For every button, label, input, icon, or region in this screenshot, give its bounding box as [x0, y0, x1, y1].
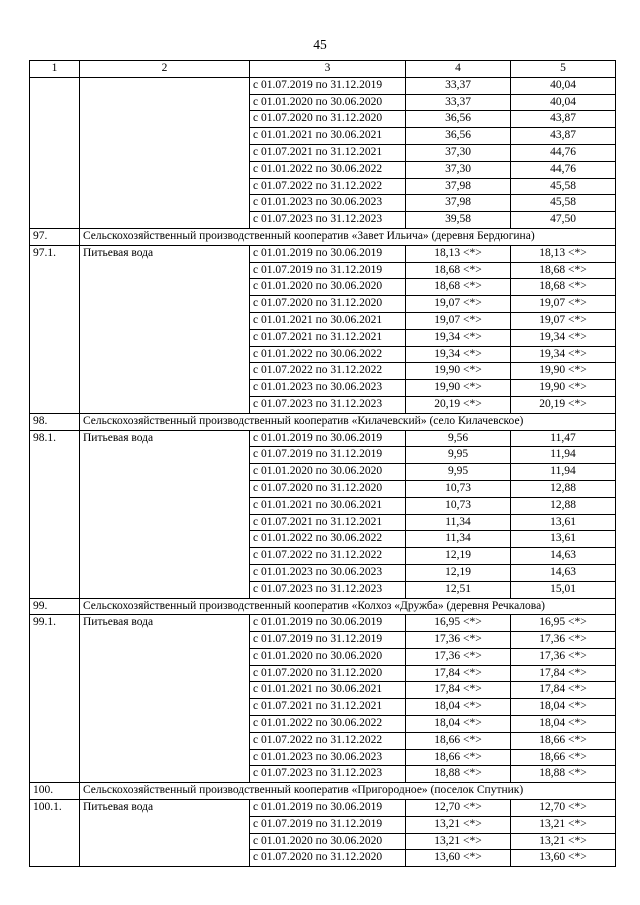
item-number	[30, 749, 80, 766]
table-row	[30, 833, 616, 850]
tariff-cell-col5: 20,19 <*>	[511, 396, 616, 413]
item-label	[80, 480, 250, 497]
organization-number: 98.	[30, 413, 80, 430]
tariff-cell-col4: 17,36 <*>	[406, 648, 511, 665]
item-number	[30, 732, 80, 749]
period-cell: с 01.01.2020 по 30.06.2020	[250, 94, 406, 111]
period-cell: с 01.07.2019 по 31.12.2019	[250, 816, 406, 833]
tariff-cell-col4: 39,58	[406, 212, 511, 229]
table-row	[30, 430, 616, 447]
item-label: Питьевая вода	[80, 615, 250, 632]
period-cell: с 01.07.2020 по 31.12.2020	[250, 850, 406, 867]
item-number	[30, 548, 80, 565]
tariff-cell-col4: 9,95	[406, 447, 511, 464]
table-row	[30, 262, 616, 279]
tariff-cell-col5: 19,34 <*>	[511, 346, 616, 363]
organization-name: Сельскохозяйственный производственный кооператив «Килачевский» (село Килачевское)	[80, 413, 616, 430]
organization-row	[30, 783, 616, 800]
tariff-cell-col4: 11,34	[406, 531, 511, 548]
tariff-cell-col4: 17,36 <*>	[406, 632, 511, 649]
tariff-cell-col5: 19,07 <*>	[511, 296, 616, 313]
tariff-cell-col4: 37,98	[406, 178, 511, 195]
table-row	[30, 346, 616, 363]
tariff-cell-col4: 17,84 <*>	[406, 682, 511, 699]
item-label	[80, 850, 250, 867]
period-cell: с 01.01.2021 по 30.06.2021	[250, 312, 406, 329]
tariff-cell-col5: 18,04 <*>	[511, 699, 616, 716]
item-label	[80, 212, 250, 229]
item-number	[30, 581, 80, 598]
tariff-cell-col4: 19,07 <*>	[406, 296, 511, 313]
tariff-cell-col4: 18,66 <*>	[406, 732, 511, 749]
item-label	[80, 296, 250, 313]
tariff-cell-col4: 19,34 <*>	[406, 346, 511, 363]
tariff-cell-col5: 18,13 <*>	[511, 245, 616, 262]
tariff-cell-col5: 19,90 <*>	[511, 380, 616, 397]
item-label	[80, 279, 250, 296]
table-row	[30, 77, 616, 94]
organization-row	[30, 228, 616, 245]
period-cell: с 01.07.2021 по 31.12.2021	[250, 699, 406, 716]
organization-name: Сельскохозяйственный производственный кооператив «Пригородное» (поселок Спутник)	[80, 783, 616, 800]
item-label	[80, 312, 250, 329]
organization-number: 99.	[30, 598, 80, 615]
item-label: Питьевая вода	[80, 430, 250, 447]
table-row	[30, 732, 616, 749]
column-header: 2	[80, 61, 250, 78]
item-number: 98.1.	[30, 430, 80, 447]
item-label	[80, 380, 250, 397]
tariff-cell-col5: 17,36 <*>	[511, 632, 616, 649]
tariff-cell-col5: 18,66 <*>	[511, 749, 616, 766]
item-number	[30, 77, 80, 94]
item-label	[80, 464, 250, 481]
item-label	[80, 329, 250, 346]
item-label	[80, 77, 250, 94]
tariff-cell-col5: 45,58	[511, 195, 616, 212]
period-cell: с 01.01.2023 по 30.06.2023	[250, 749, 406, 766]
tariff-cell-col4: 18,68 <*>	[406, 262, 511, 279]
item-number	[30, 766, 80, 783]
tariff-cell-col5: 19,34 <*>	[511, 329, 616, 346]
item-number	[30, 850, 80, 867]
item-number	[30, 111, 80, 128]
tariff-cell-col5: 18,68 <*>	[511, 262, 616, 279]
tariff-cell-col4: 18,04 <*>	[406, 699, 511, 716]
tariff-cell-col5: 12,88	[511, 497, 616, 514]
tariff-cell-col4: 12,19	[406, 548, 511, 565]
item-label	[80, 262, 250, 279]
table-row	[30, 480, 616, 497]
period-cell: с 01.01.2020 по 30.06.2020	[250, 648, 406, 665]
tariff-cell-col5: 13,21 <*>	[511, 833, 616, 850]
organization-name: Сельскохозяйственный производственный кооператив «Завет Ильича» (деревня Бердюгина)	[80, 228, 616, 245]
tariff-cell-col5: 18,88 <*>	[511, 766, 616, 783]
item-number	[30, 514, 80, 531]
period-cell: с 01.01.2019 по 30.06.2019	[250, 800, 406, 817]
table-row	[30, 548, 616, 565]
period-cell: с 01.01.2019 по 30.06.2019	[250, 615, 406, 632]
item-label	[80, 531, 250, 548]
item-label	[80, 699, 250, 716]
item-label	[80, 632, 250, 649]
item-number	[30, 144, 80, 161]
table-row	[30, 665, 616, 682]
tariff-cell-col5: 18,68 <*>	[511, 279, 616, 296]
period-cell: с 01.01.2019 по 30.06.2019	[250, 245, 406, 262]
period-cell: с 01.01.2019 по 30.06.2019	[250, 430, 406, 447]
tariff-cell-col4: 37,98	[406, 195, 511, 212]
item-label	[80, 816, 250, 833]
item-number	[30, 531, 80, 548]
item-label	[80, 161, 250, 178]
table-row	[30, 766, 616, 783]
item-number	[30, 833, 80, 850]
table-row	[30, 632, 616, 649]
tariff-cell-col5: 44,76	[511, 144, 616, 161]
table-row	[30, 816, 616, 833]
period-cell: с 01.07.2020 по 31.12.2020	[250, 480, 406, 497]
tariff-cell-col5: 12,88	[511, 480, 616, 497]
item-number	[30, 363, 80, 380]
tariff-cell-col4: 18,04 <*>	[406, 716, 511, 733]
tariff-cell-col5: 11,47	[511, 430, 616, 447]
item-number	[30, 665, 80, 682]
table-row	[30, 312, 616, 329]
tariff-cell-col5: 14,63	[511, 564, 616, 581]
item-number	[30, 464, 80, 481]
table-row	[30, 195, 616, 212]
period-cell: с 01.01.2020 по 30.06.2020	[250, 279, 406, 296]
tariff-cell-col4: 11,34	[406, 514, 511, 531]
item-number	[30, 195, 80, 212]
tariff-cell-col5: 40,04	[511, 77, 616, 94]
tariff-table	[29, 60, 616, 867]
tariff-cell-col4: 18,13 <*>	[406, 245, 511, 262]
table-row	[30, 800, 616, 817]
item-number	[30, 279, 80, 296]
period-cell: с 01.07.2020 по 31.12.2020	[250, 296, 406, 313]
period-cell: с 01.07.2023 по 31.12.2023	[250, 766, 406, 783]
tariff-cell-col5: 13,61	[511, 514, 616, 531]
item-number	[30, 447, 80, 464]
item-number	[30, 212, 80, 229]
period-cell: с 01.01.2023 по 30.06.2023	[250, 380, 406, 397]
period-cell: с 01.01.2022 по 30.06.2022	[250, 161, 406, 178]
period-cell: с 01.07.2021 по 31.12.2021	[250, 329, 406, 346]
item-number	[30, 178, 80, 195]
organization-row	[30, 598, 616, 615]
period-cell: с 01.07.2022 по 31.12.2022	[250, 178, 406, 195]
item-label	[80, 447, 250, 464]
tariff-cell-col4: 33,37	[406, 94, 511, 111]
item-number	[30, 312, 80, 329]
tariff-cell-col4: 10,73	[406, 497, 511, 514]
table-row	[30, 296, 616, 313]
item-label	[80, 346, 250, 363]
period-cell: с 01.07.2019 по 31.12.2019	[250, 632, 406, 649]
tariff-cell-col4: 12,19	[406, 564, 511, 581]
item-label	[80, 363, 250, 380]
table-row	[30, 447, 616, 464]
tariff-cell-col4: 13,21 <*>	[406, 833, 511, 850]
tariff-cell-col5: 15,01	[511, 581, 616, 598]
item-number	[30, 329, 80, 346]
item-label	[80, 111, 250, 128]
period-cell: с 01.07.2019 по 31.12.2019	[250, 77, 406, 94]
period-cell: с 01.01.2023 по 30.06.2023	[250, 564, 406, 581]
item-label	[80, 178, 250, 195]
item-label	[80, 682, 250, 699]
table-row	[30, 245, 616, 262]
tariff-cell-col4: 37,30	[406, 144, 511, 161]
table-row	[30, 329, 616, 346]
period-cell: с 01.07.2022 по 31.12.2022	[250, 363, 406, 380]
tariff-cell-col4: 16,95 <*>	[406, 615, 511, 632]
item-number	[30, 648, 80, 665]
table-row	[30, 212, 616, 229]
item-label	[80, 514, 250, 531]
period-cell: с 01.07.2019 по 31.12.2019	[250, 447, 406, 464]
item-label	[80, 581, 250, 598]
item-label	[80, 128, 250, 145]
tariff-cell-col5: 43,87	[511, 128, 616, 145]
table-row	[30, 581, 616, 598]
period-cell: с 01.01.2023 по 30.06.2023	[250, 195, 406, 212]
table-row	[30, 531, 616, 548]
period-cell: с 01.01.2020 по 30.06.2020	[250, 833, 406, 850]
tariff-cell-col4: 10,73	[406, 480, 511, 497]
item-label	[80, 497, 250, 514]
item-label	[80, 94, 250, 111]
item-number	[30, 161, 80, 178]
period-cell: с 01.07.2023 по 31.12.2023	[250, 396, 406, 413]
item-number	[30, 296, 80, 313]
tariff-cell-col5: 13,60 <*>	[511, 850, 616, 867]
tariff-cell-col4: 33,37	[406, 77, 511, 94]
tariff-cell-col4: 18,66 <*>	[406, 749, 511, 766]
item-number: 97.1.	[30, 245, 80, 262]
column-header: 3	[250, 61, 406, 78]
organization-name: Сельскохозяйственный производственный кооператив «Колхоз «Дружба» (деревня Речкалова)	[80, 598, 616, 615]
tariff-cell-col5: 17,84 <*>	[511, 682, 616, 699]
table-row	[30, 111, 616, 128]
period-cell: с 01.07.2023 по 31.12.2023	[250, 212, 406, 229]
period-cell: с 01.01.2021 по 30.06.2021	[250, 128, 406, 145]
item-number	[30, 564, 80, 581]
item-label	[80, 766, 250, 783]
period-cell: с 01.07.2020 по 31.12.2020	[250, 111, 406, 128]
item-number: 100.1.	[30, 800, 80, 817]
table-row	[30, 144, 616, 161]
tariff-cell-col4: 18,88 <*>	[406, 766, 511, 783]
table-row	[30, 464, 616, 481]
period-cell: с 01.07.2022 по 31.12.2022	[250, 732, 406, 749]
item-number	[30, 262, 80, 279]
tariff-cell-col5: 17,84 <*>	[511, 665, 616, 682]
tariff-cell-col5: 13,61	[511, 531, 616, 548]
tariff-cell-col4: 17,84 <*>	[406, 665, 511, 682]
period-cell: с 01.01.2022 по 30.06.2022	[250, 716, 406, 733]
item-number	[30, 497, 80, 514]
item-label: Питьевая вода	[80, 800, 250, 817]
period-cell: с 01.07.2019 по 31.12.2019	[250, 262, 406, 279]
table-row	[30, 850, 616, 867]
item-label	[80, 665, 250, 682]
tariff-cell-col5: 13,21 <*>	[511, 816, 616, 833]
table-row	[30, 279, 616, 296]
table-row	[30, 396, 616, 413]
item-number	[30, 699, 80, 716]
tariff-cell-col5: 18,66 <*>	[511, 732, 616, 749]
item-label	[80, 833, 250, 850]
column-header: 4	[406, 61, 511, 78]
table-row	[30, 648, 616, 665]
tariff-cell-col5: 45,58	[511, 178, 616, 195]
item-number	[30, 380, 80, 397]
organization-number: 97.	[30, 228, 80, 245]
period-cell: с 01.01.2021 по 30.06.2021	[250, 497, 406, 514]
tariff-cell-col5: 16,95 <*>	[511, 615, 616, 632]
item-number	[30, 396, 80, 413]
table-row	[30, 699, 616, 716]
tariff-cell-col4: 13,21 <*>	[406, 816, 511, 833]
tariff-cell-col5: 47,50	[511, 212, 616, 229]
tariff-cell-col5: 18,04 <*>	[511, 716, 616, 733]
tariff-cell-col4: 13,60 <*>	[406, 850, 511, 867]
item-label	[80, 732, 250, 749]
item-label	[80, 648, 250, 665]
item-label	[80, 564, 250, 581]
period-cell: с 01.07.2021 по 31.12.2021	[250, 144, 406, 161]
table-row	[30, 363, 616, 380]
tariff-cell-col5: 11,94	[511, 464, 616, 481]
period-cell: с 01.01.2022 по 30.06.2022	[250, 531, 406, 548]
table-row	[30, 615, 616, 632]
item-number	[30, 94, 80, 111]
item-number	[30, 816, 80, 833]
tariff-cell-col5: 19,90 <*>	[511, 363, 616, 380]
period-cell: с 01.07.2020 по 31.12.2020	[250, 665, 406, 682]
item-number	[30, 480, 80, 497]
item-number	[30, 716, 80, 733]
column-header: 1	[30, 61, 80, 78]
period-cell: с 01.07.2022 по 31.12.2022	[250, 548, 406, 565]
tariff-cell-col4: 19,90 <*>	[406, 363, 511, 380]
item-label	[80, 396, 250, 413]
tariff-cell-col4: 9,95	[406, 464, 511, 481]
period-cell: с 01.07.2021 по 31.12.2021	[250, 514, 406, 531]
item-label	[80, 716, 250, 733]
item-label	[80, 195, 250, 212]
table-row	[30, 161, 616, 178]
tariff-cell-col4: 18,68 <*>	[406, 279, 511, 296]
tariff-cell-col4: 37,30	[406, 161, 511, 178]
tariff-cell-col4: 12,51	[406, 581, 511, 598]
tariff-cell-col5: 19,07 <*>	[511, 312, 616, 329]
item-label	[80, 144, 250, 161]
table-row	[30, 564, 616, 581]
table-row	[30, 380, 616, 397]
tariff-cell-col5: 11,94	[511, 447, 616, 464]
table-row	[30, 497, 616, 514]
tariff-cell-col4: 36,56	[406, 128, 511, 145]
tariff-cell-col4: 20,19 <*>	[406, 396, 511, 413]
tariff-cell-col5: 17,36 <*>	[511, 648, 616, 665]
table-row	[30, 514, 616, 531]
tariff-cell-col4: 19,34 <*>	[406, 329, 511, 346]
table-row	[30, 178, 616, 195]
tariff-cell-col5: 44,76	[511, 161, 616, 178]
period-cell: с 01.01.2022 по 30.06.2022	[250, 346, 406, 363]
item-number: 99.1.	[30, 615, 80, 632]
item-number	[30, 632, 80, 649]
table-row	[30, 682, 616, 699]
period-cell: с 01.01.2021 по 30.06.2021	[250, 682, 406, 699]
tariff-cell-col5: 12,70 <*>	[511, 800, 616, 817]
page-number: 45	[313, 37, 327, 52]
organization-row	[30, 413, 616, 430]
table-row	[30, 128, 616, 145]
organization-number: 100.	[30, 783, 80, 800]
item-label	[80, 749, 250, 766]
item-number	[30, 346, 80, 363]
table-row	[30, 716, 616, 733]
tariff-cell-col5: 14,63	[511, 548, 616, 565]
table-row	[30, 749, 616, 766]
column-header: 5	[511, 61, 616, 78]
tariff-cell-col4: 36,56	[406, 111, 511, 128]
tariff-cell-col5: 40,04	[511, 94, 616, 111]
item-label: Питьевая вода	[80, 245, 250, 262]
item-number	[30, 682, 80, 699]
tariff-cell-col4: 19,07 <*>	[406, 312, 511, 329]
item-label	[80, 548, 250, 565]
table-row	[30, 94, 616, 111]
tariff-cell-col4: 12,70 <*>	[406, 800, 511, 817]
tariff-cell-col4: 9,56	[406, 430, 511, 447]
tariff-cell-col4: 19,90 <*>	[406, 380, 511, 397]
item-number	[30, 128, 80, 145]
table-header-row	[30, 61, 616, 78]
tariff-cell-col5: 43,87	[511, 111, 616, 128]
period-cell: с 01.07.2023 по 31.12.2023	[250, 581, 406, 598]
period-cell: с 01.01.2020 по 30.06.2020	[250, 464, 406, 481]
